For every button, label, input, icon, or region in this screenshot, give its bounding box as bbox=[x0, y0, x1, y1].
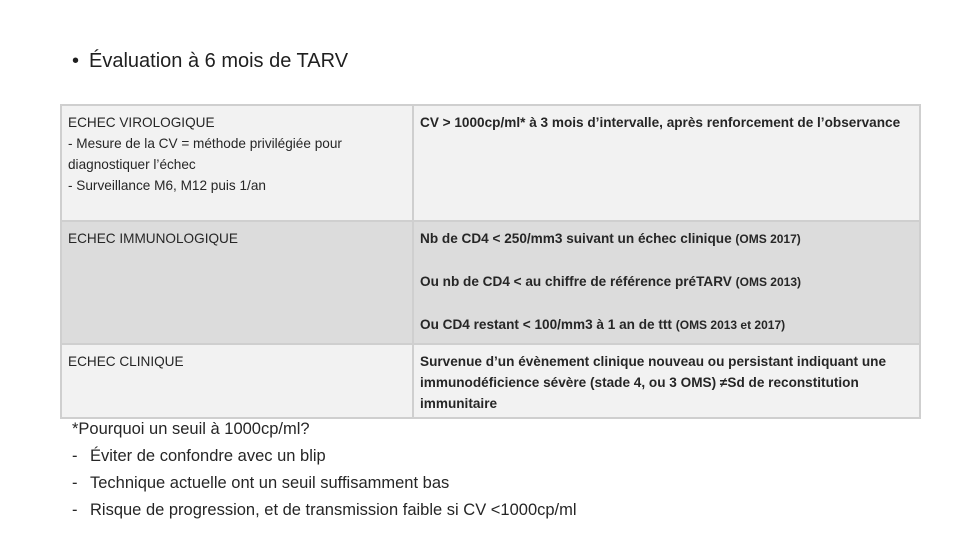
note-item bbox=[72, 470, 577, 497]
note-item bbox=[72, 497, 577, 524]
immunologic-criterion-1-ref: (OMS 2017) bbox=[735, 232, 801, 246]
virologic-heading: ECHEC VIROLOGIQUE bbox=[68, 115, 215, 130]
cell-virologic-label bbox=[61, 105, 413, 221]
cell-clinical-label bbox=[61, 344, 413, 418]
clinical-criterion-text: Survenue d’un évènement clinique nouveau ou persistant indiquant une immunodéficience sévère (stade 4, ou 3 OMS) ≠Sd de reconstitution immunitaire bbox=[420, 354, 887, 411]
table-row-clinical bbox=[61, 344, 920, 418]
note-item-text: Éviter de confondre avec un blip bbox=[90, 447, 326, 465]
title-text: Évaluation à 6 mois de TARV bbox=[89, 50, 349, 72]
immunologic-criterion-1 bbox=[420, 228, 911, 250]
immunologic-criterion-3-ref: (OMS 2013 et 2017) bbox=[675, 318, 786, 332]
virologic-line-3: - Surveillance M6, M12 puis 1/an bbox=[68, 178, 266, 193]
note-dash: - bbox=[72, 474, 78, 492]
table-row-virologic bbox=[61, 105, 920, 221]
slide-title bbox=[72, 50, 348, 73]
immunologic-criterion-3-text: Ou CD4 restant < 100/mm3 à 1 an de ttt bbox=[420, 317, 676, 332]
note-dash: - bbox=[72, 447, 78, 465]
note-item-text: Risque de progression, et de transmission faible si CV <1000cp/ml bbox=[90, 501, 577, 519]
virologic-line-2: diagnostiquer l’échec bbox=[68, 157, 196, 172]
note-item bbox=[72, 443, 577, 470]
cell-immunologic-label bbox=[61, 221, 413, 344]
note-dash: - bbox=[72, 501, 78, 519]
virologic-criterion-text: CV > 1000cp/ml* à 3 mois d’intervalle, après renforcement de l’observance bbox=[420, 115, 901, 130]
clinical-heading: ECHEC CLINIQUE bbox=[68, 354, 184, 369]
cell-immunologic-criteria bbox=[413, 221, 920, 344]
immunologic-criterion-1-text: Nb de CD4 < 250/mm3 suivant un échec clinique bbox=[420, 231, 736, 246]
immunologic-criterion-2-ref: (OMS 2013) bbox=[735, 275, 801, 289]
cell-clinical-criterion bbox=[413, 344, 920, 418]
immunologic-criterion-3 bbox=[420, 314, 911, 336]
immunologic-heading: ECHEC IMMUNOLOGIQUE bbox=[68, 231, 238, 246]
note-heading: *Pourquoi un seuil à 1000cp/ml? bbox=[72, 420, 310, 438]
virologic-line-1: - Mesure de la CV = méthode privilégiée pour bbox=[68, 136, 342, 151]
immunologic-criterion-2 bbox=[420, 271, 911, 293]
criteria-table bbox=[60, 104, 921, 419]
threshold-note bbox=[72, 416, 577, 524]
cell-virologic-criterion bbox=[413, 105, 920, 221]
table-row-immunologic bbox=[61, 221, 920, 344]
immunologic-criterion-2-text: Ou nb de CD4 < au chiffre de référence préTARV bbox=[420, 274, 736, 289]
note-item-text: Technique actuelle ont un seuil suffisamment bas bbox=[90, 474, 450, 492]
title-bullet: • bbox=[72, 50, 80, 72]
